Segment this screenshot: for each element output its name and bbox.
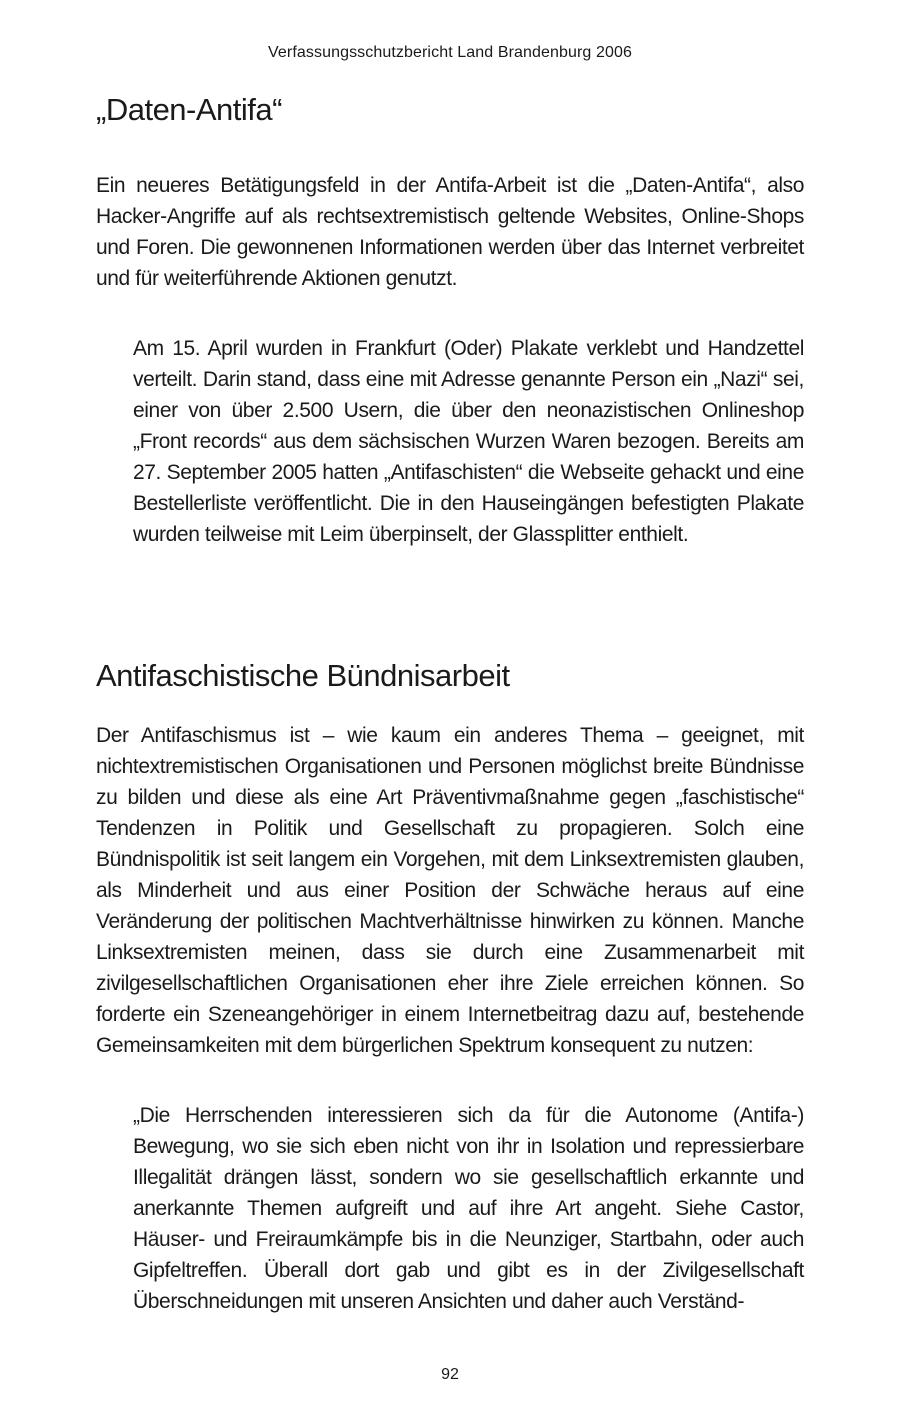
example-paragraph-frankfurt: Am 15. April wurden in Frankfurt (Oder) Plakate verklebt und Handzettel verteilt. Darin stand, dass eine mit Adresse genannte Person ein „Nazi“ sei, einer von über 2.500 Usern, die über den neonazistischen Onlineshop „Front records“ aus dem sächsischen Wurzen Waren bezogen. Bereits am 27. September 2005 hatten „Antifaschisten“ die Webseite gehackt und eine Bestellerliste veröffentlicht. Die in den Hauseingängen befestigten Plakate wurden teilweise mit Leim überpinselt, der Glassplitter enthielt. bbox=[133, 337, 804, 546]
section-heading-daten-antifa: „Daten-Antifa“ bbox=[96, 92, 282, 127]
section-heading-buendnisarbeit: Antifaschistische Bündnisarbeit bbox=[96, 658, 510, 693]
body-paragraph-daten-antifa: Ein neueres Betätigungsfeld in der Antifa-Arbeit ist die „Daten-Antifa“, also Hacker-Angriffe auf als rechtsextremistisch geltende Websites, Online-Shops und Foren. Die gewonnenen Informationen werden über das Internet verbreitet und für weiterführende Aktionen genutzt. bbox=[96, 174, 804, 290]
running-header: Verfassungsschutzbericht Land Brandenburg 2006 bbox=[268, 44, 632, 61]
page-number: 92 bbox=[441, 1366, 459, 1383]
body-paragraph-buendnisarbeit: Der Antifaschismus ist – wie kaum ein anderes Thema – geeignet, mit nichtextremistischen Organisationen und Personen möglichst breite Bündnisse zu bilden und diese als eine Art Präventivmaßnahme gegen „faschistische“ Tendenzen in Politik und Gesellschaft zu propagieren. Solch eine Bündnispolitik ist seit langem ein Vorgehen, mit dem Linksextremisten glauben, als Minderheit und aus einer Position der Schwäche heraus auf eine Veränderung der politischen Machtverhältnisse hinwirken zu können. Manche Linksextremisten meinen, dass sie durch eine Zusammenarbeit mit zivilgesellschaftlichen Organisationen eher ihre Ziele erreichen können. So forderte ein Szeneangehöriger in einem Internetbeitrag dazu auf, bestehende Gemeinsamkeiten mit dem bürgerlichen Spektrum konsequent zu nutzen: bbox=[96, 724, 804, 1057]
quote-paragraph-herrschenden: „Die Herrschenden interessieren sich da für die Autonome (Antifa-) Bewegung, wo sie sich eben nicht von ihr in Isolation und repressierbare Illegalität drängen lässt, sondern wo sie gesellschaftlich erkannte und anerkannte Themen aufgreift und auf ihre Art angeht. Siehe Castor, Häuser- und Freiraumkämpfe bis in die Neunziger, Startbahn, oder auch Gipfeltreffen. Überall dort gab und gibt es in der Zivilgesellschaft Überschneidungen mit unseren Ansichten und daher auch Verständ- bbox=[133, 1104, 804, 1313]
